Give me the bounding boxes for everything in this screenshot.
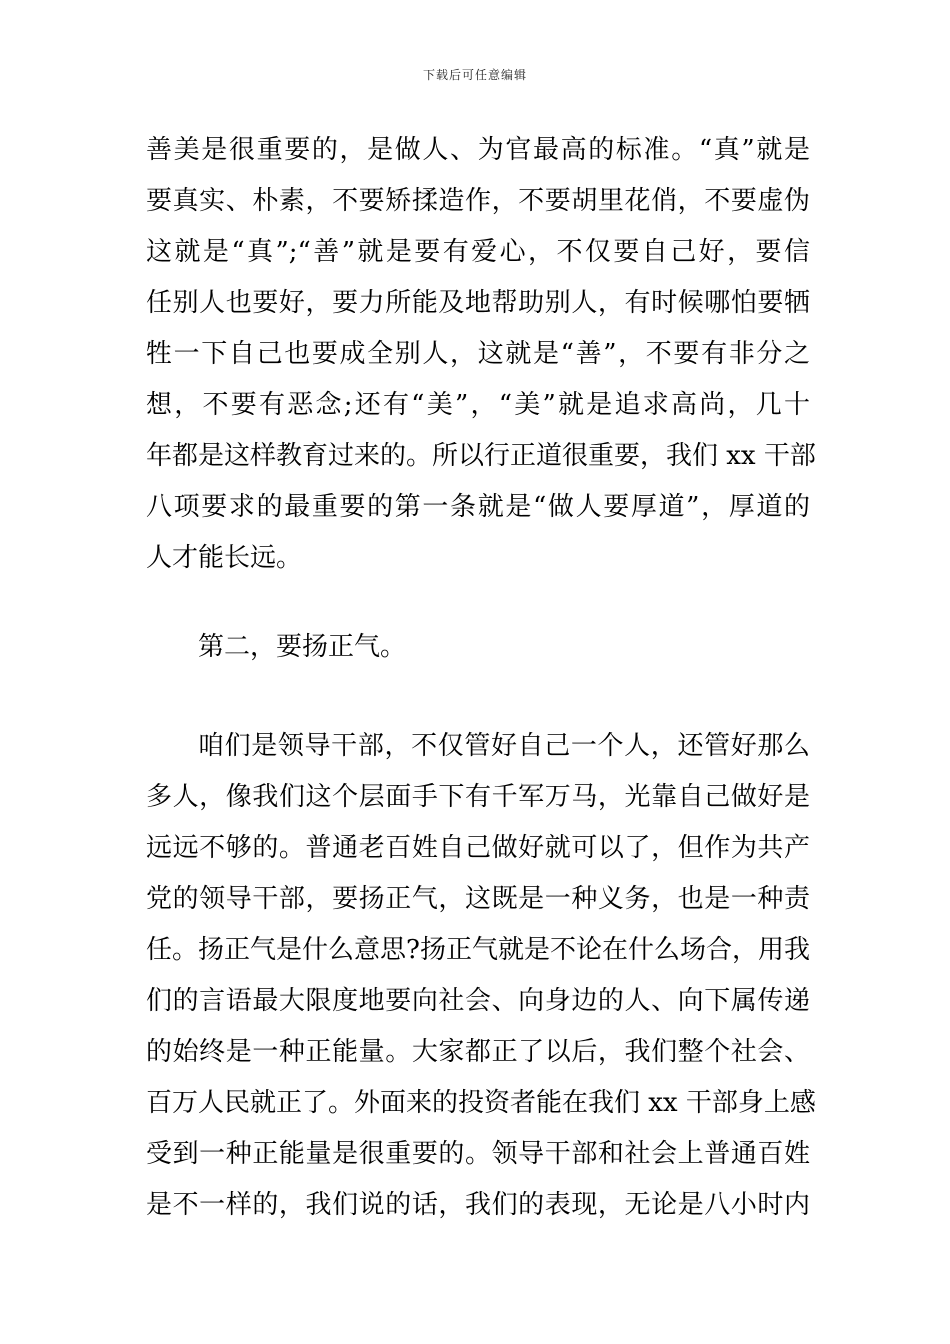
paragraph-2	[146, 721, 816, 1231]
paragraph-line: 任别人也要好，要力所能及地帮助别人，有时候哪怕要牺	[146, 288, 810, 318]
paragraph-line: 年都是这样教育过来的。所以行正道很重要，我们 xx 干部	[146, 441, 816, 471]
paragraph-line: 牲一下自己也要成全别人，这就是“善”，不要有非分之	[146, 339, 810, 369]
paragraph-line: 八项要求的最重要的第一条就是“做人要厚道”，厚道的	[146, 492, 810, 522]
paragraph-line: 百万人民就正了。外面来的投资者能在我们 xx 干部身上感	[146, 1088, 816, 1118]
paragraph-line: 想，不要有恶念;还有“美”，“美”就是追求高尚，几十	[146, 390, 810, 420]
header-note: 下载后可任意编辑	[422, 68, 527, 82]
paragraph-line: 们的言语最大限度地要向社会、向身边的人、向下属传递	[146, 986, 810, 1016]
paragraph-line: 是不一样的，我们说的话，我们的表现，无论是八小时内	[146, 1190, 810, 1220]
paragraph-line: 任。扬正气是什么意思?扬正气就是不论在什么场合，用我	[146, 935, 810, 965]
paragraph-line: 远远不够的。普通老百姓自己做好就可以了，但作为共产	[146, 833, 810, 863]
paragraph-line: 要真实、朴素，不要矫揉造作，不要胡里花俏，不要虚伪	[146, 186, 810, 216]
paragraph-line: 的始终是一种正能量。大家都正了以后，我们整个社会、	[146, 1037, 810, 1067]
paragraph-line: 人才能长远。	[146, 543, 303, 573]
paragraph-line: 党的领导干部，要扬正气，这既是一种义务，也是一种责	[146, 884, 810, 914]
paragraph-line: 多人，像我们这个层面手下有千军万马，光靠自己做好是	[146, 782, 810, 812]
section-heading	[146, 622, 810, 673]
paragraph-1	[146, 125, 816, 584]
paragraph-line: 咱们是领导干部，不仅管好自己一个人，还管好那么	[198, 731, 810, 761]
paragraph-line: 这就是“真”;“善”就是要有爱心，不仅要自己好，要信	[146, 237, 810, 267]
paragraph-line: 善美是很重要的，是做人、为官最高的标准。“真”就是	[146, 135, 810, 165]
paragraph-line: 受到一种正能量是很重要的。领导干部和社会上普通百姓	[146, 1139, 810, 1169]
section-heading-text: 第二，要扬正气。	[198, 632, 407, 662]
